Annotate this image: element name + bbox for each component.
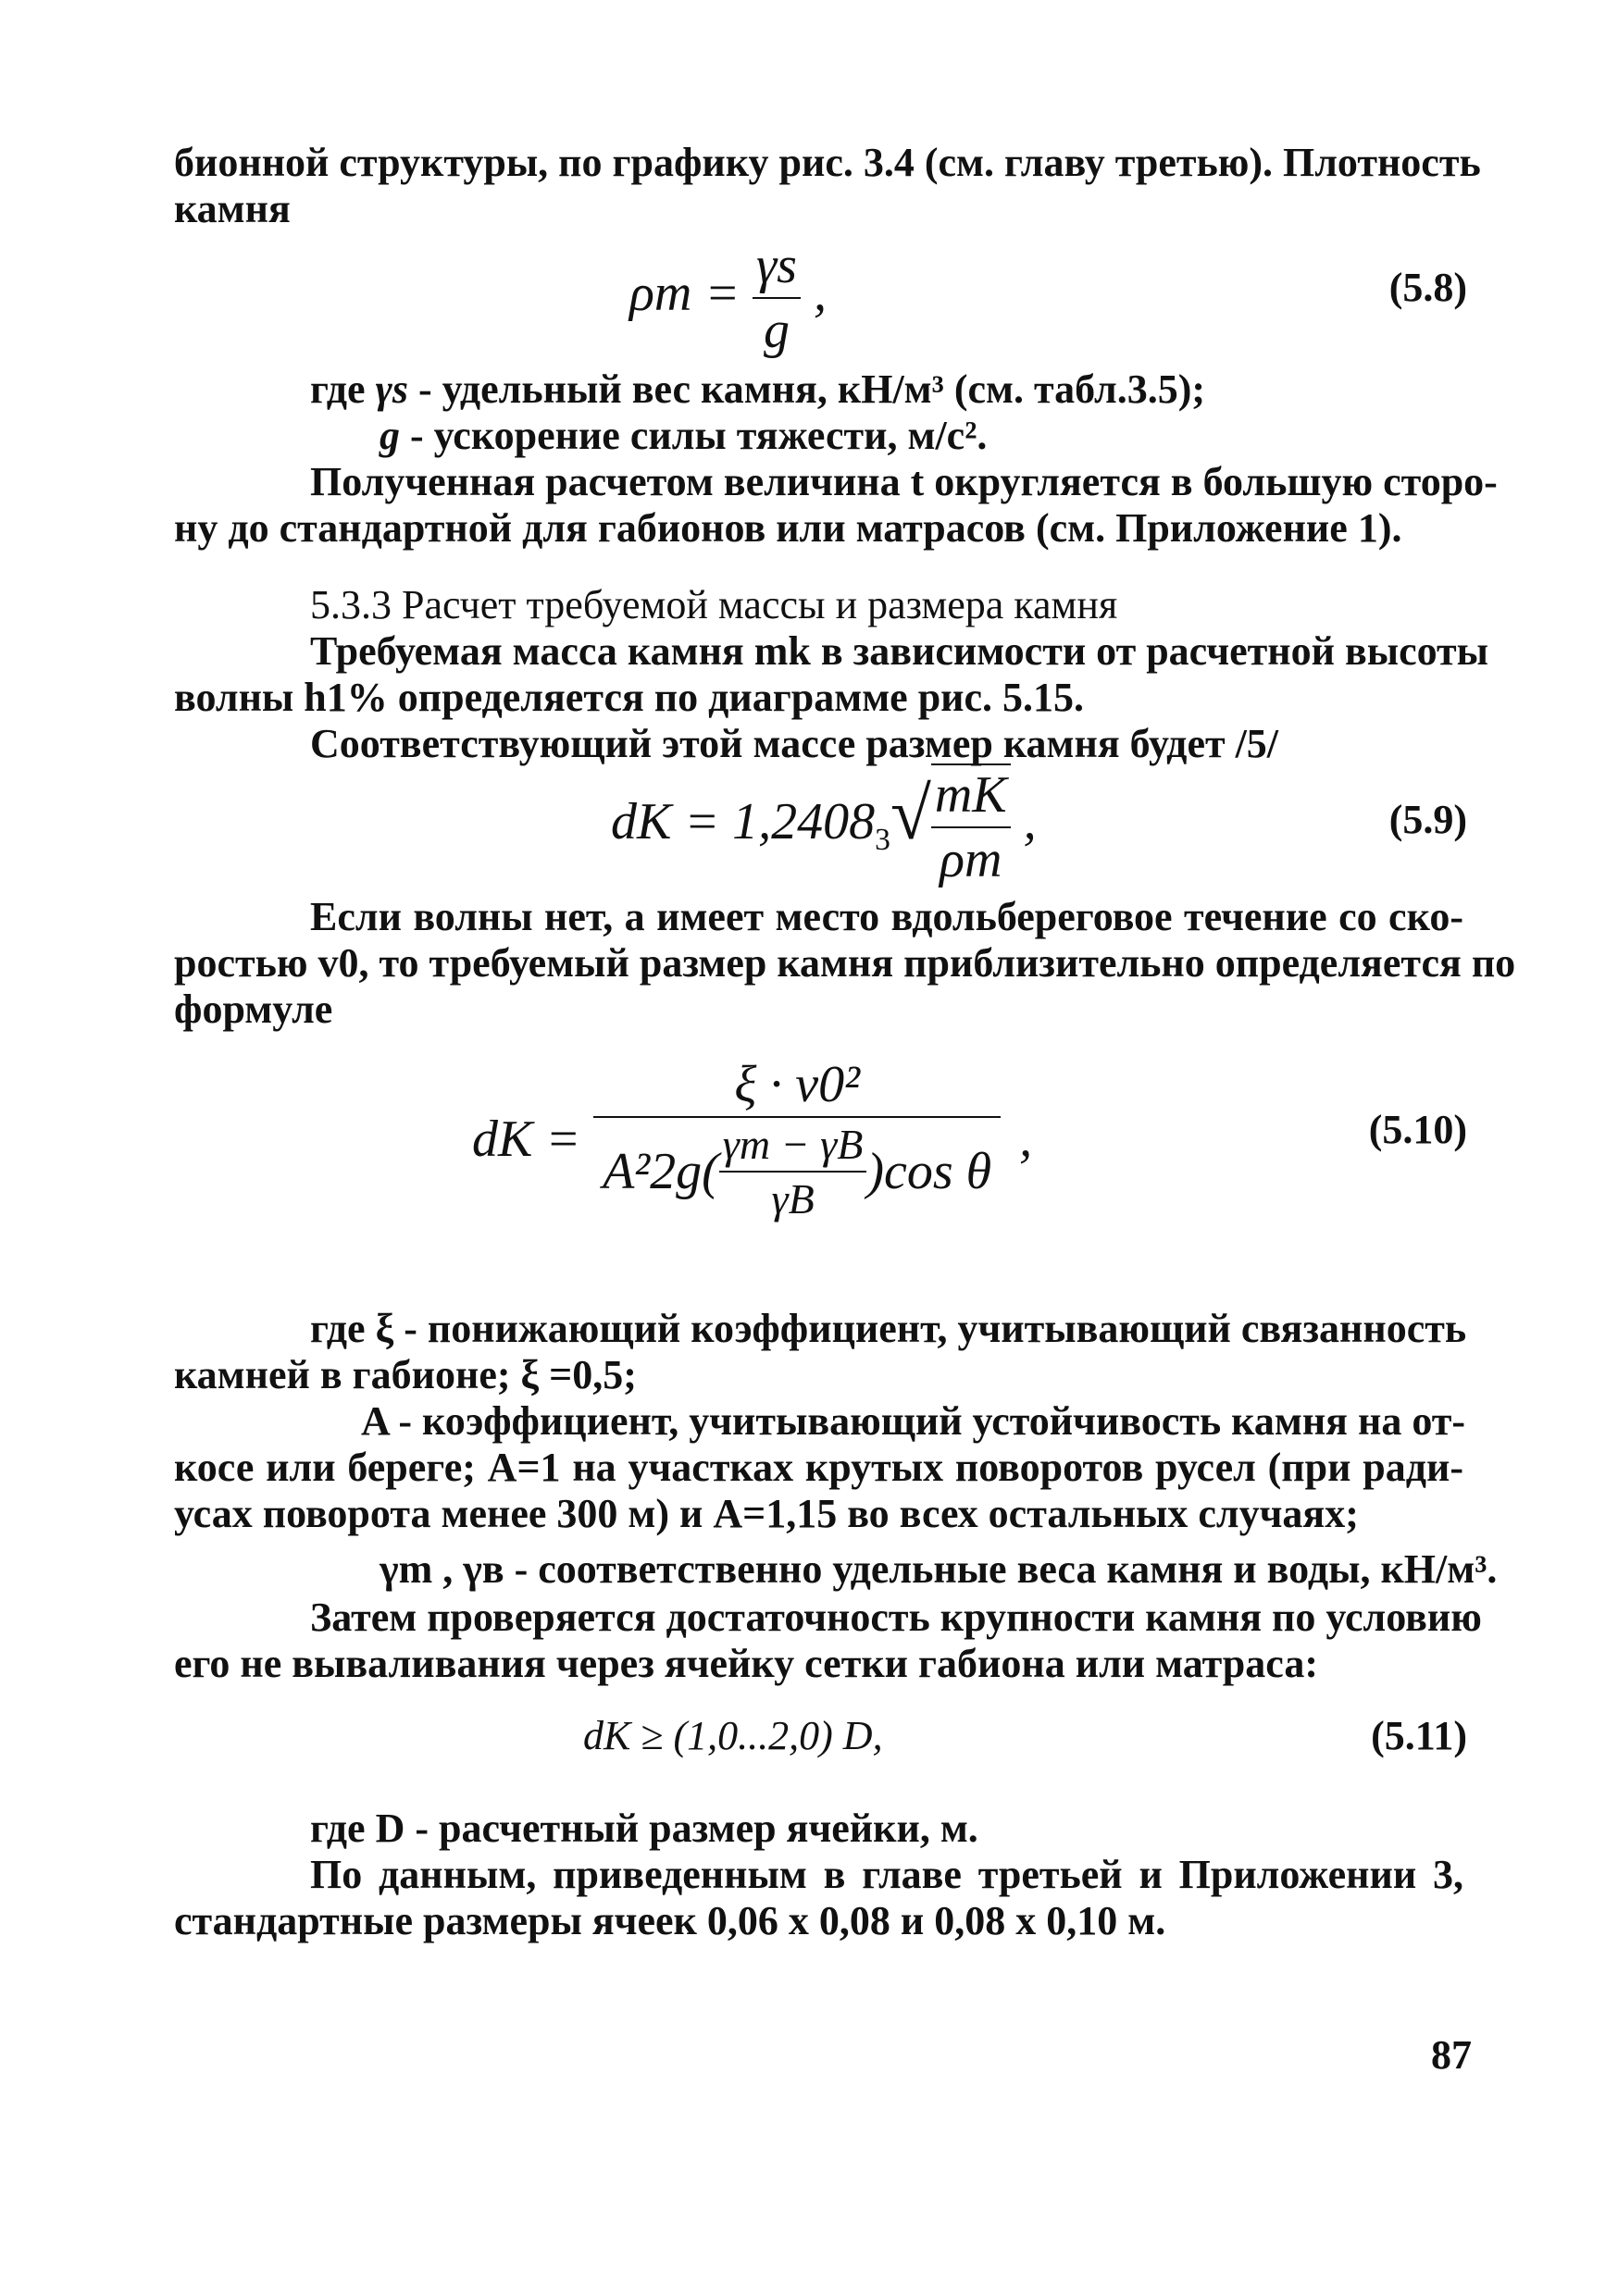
numerator: γs	[756, 237, 797, 294]
text-line: A - коэффициент, учитывающий устойчивость камня на от-	[361, 1398, 1466, 1444]
equation-tail: ,	[1019, 1111, 1033, 1168]
equation-5-9	[611, 763, 1037, 889]
text-line: Полученная расчетом величина t округляется в большую сторо-	[310, 459, 1498, 504]
equation-tail: ,	[813, 264, 827, 322]
fraction	[931, 763, 1011, 889]
text-line: камня	[174, 186, 291, 231]
inner-denominator: γB	[771, 1175, 815, 1222]
text-line: бионной структуры, по графику рис. 3.4 (см. главу третью). Плотность	[174, 140, 1481, 185]
text-line	[380, 412, 1462, 460]
text-line: камней в габионе; ξ =0,5;	[174, 1352, 637, 1397]
fraction	[753, 236, 801, 360]
text-line: Соответствующий этой массе размер камня будет /5/	[310, 721, 1279, 766]
equation-number: (5.9)	[1388, 797, 1467, 842]
root-index: 3	[875, 823, 890, 858]
equation-5-10	[472, 1055, 1032, 1223]
equation-number: (5.10)	[1368, 1107, 1467, 1152]
text-line: формуле	[174, 987, 333, 1032]
radical-sign-icon: √	[890, 773, 931, 855]
text-line: ну до стандартной для габионов или матрасов (см. Приложение 1).	[174, 505, 1402, 551]
denominator: ρm	[940, 831, 1002, 888]
symbol: g	[380, 413, 400, 458]
equation-number: (5.8)	[1388, 265, 1467, 310]
equation-tail: ,	[1023, 792, 1037, 850]
text-line: усах поворота менее 300 м) и A=1,15 во всех остальных случаях;	[174, 1491, 1359, 1536]
text-line: стандартные размеры ячеек 0,06 х 0,08 и 0,08 х 0,10 м.	[174, 1898, 1166, 1943]
text-fragment: - удельный вес камня, кН/м³ (см. табл.3.5);	[408, 366, 1206, 412]
symbol: γs	[375, 366, 409, 412]
text-line: Требуемая масса камня mk в зависимости от расчетной высоты	[310, 628, 1489, 674]
text-fragment: - ускорение силы тяжести, м/с².	[400, 413, 988, 458]
text-line: По данным, приведенным в главе третьей и Приложении 3,	[310, 1852, 1463, 1897]
numerator: mK	[934, 766, 1007, 824]
text-line: где ξ - понижающий коэффициент, учитывающий связанность	[310, 1306, 1467, 1351]
text-fragment: где	[310, 366, 376, 412]
text-line: Если волны нет, а имеет место вдольбереговое течение со ско-	[310, 894, 1463, 939]
text-line: волны h1% определяется по диаграмме рис. 5.15.	[174, 675, 1085, 720]
equation-lhs: dK =	[472, 1111, 581, 1168]
equation-lhs: dK = 1,2408	[611, 792, 876, 850]
equation-5-8	[629, 236, 827, 360]
text-line: где D - расчетный размер ячейки, м.	[310, 1806, 978, 1851]
equation-5-11: dK ≥ (1,0...2,0) D,	[583, 1713, 883, 1758]
section-heading: 5.3.3 Расчет требуемой массы и размера камня	[310, 582, 1118, 627]
equation-number: (5.11)	[1371, 1713, 1467, 1758]
text-line: γm , γв - соответственно удельные веса камня и воды, кН/м³.	[380, 1546, 1498, 1592]
fraction	[593, 1055, 1001, 1223]
text-line: ростью v0, то требуемый размер камня приблизительно определяется по	[174, 940, 1516, 986]
page-number: 87	[1431, 2032, 1472, 2078]
numerator: ξ · v0²	[734, 1056, 860, 1113]
denominator-prefix: A²2g(	[603, 1143, 719, 1200]
text-line	[310, 366, 1463, 414]
text-line: его не вываливания через ячейку сетки габиона или матраса:	[174, 1641, 1318, 1686]
text-line: Затем проверяется достаточность крупности камня по условию	[310, 1595, 1482, 1640]
text-line: косе или береге; A=1 на участках крутых поворотов русел (при ради-	[174, 1445, 1463, 1490]
denominator	[599, 1118, 995, 1223]
inner-numerator: γm − γB	[722, 1121, 864, 1168]
denominator: g	[764, 302, 790, 359]
inner-fraction	[719, 1120, 867, 1223]
equation-lhs: ρm =	[629, 264, 741, 322]
denominator-suffix: )cos θ	[866, 1143, 992, 1200]
